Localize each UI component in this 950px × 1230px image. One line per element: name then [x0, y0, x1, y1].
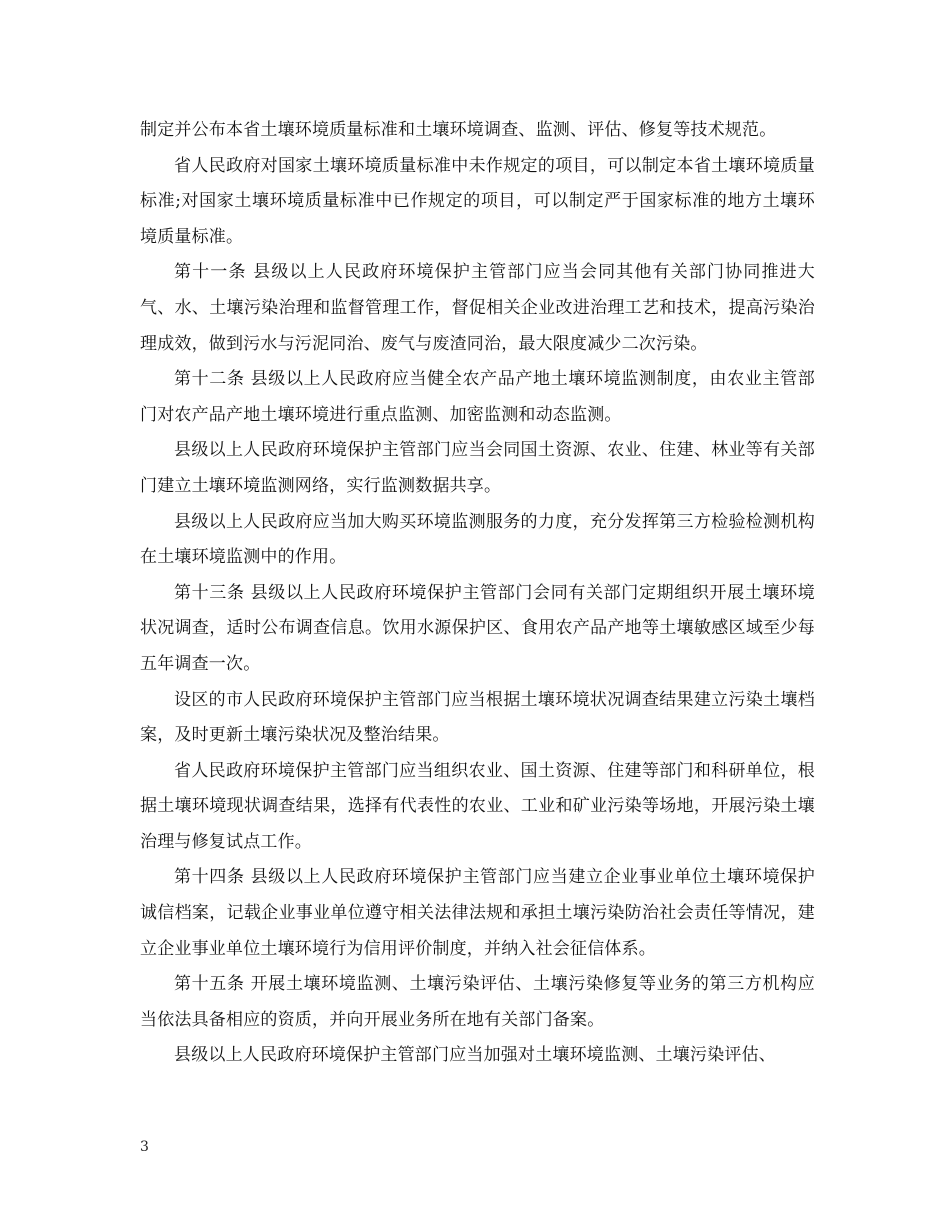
paragraph-6: 县级以上人民政府应当加大购买环境监测服务的力度，充分发挥第三方检验检测机构在土壤环境监测中的作用。: [140, 511, 815, 568]
document-body: [140, 113, 815, 1074]
page-number: 3: [140, 1139, 149, 1155]
paragraph-9: 省人民政府环境保护主管部门应当组织农业、国土资源、住建等部门和科研单位，根据土壤环境现状调查结果，选择有代表性的农业、工业和矿业污染等场地，开展污染土壤治理与修复试点工作。: [140, 760, 815, 852]
paragraph-article-11: 第十一条 县级以上人民政府环境保护主管部门应当会同其他有关部门协同推进大气、水、土壤污染治理和监督管理工作，督促相关企业改进治理工艺和技术，提高污染治理成效，做到污水与污泥同治、废气与废渣同治，最大限度减少二次污染。: [140, 262, 815, 354]
paragraph-12: 县级以上人民政府环境保护主管部门应当加强对土壤环境监测、土壤污染评估、: [174, 1045, 776, 1066]
paragraph-article-14: 第十四条 县级以上人民政府环境保护主管部门应当建立企业事业单位土壤环境保护诚信档案，记载企业事业单位遵守相关法律法规和承担土壤污染防治社会责任等情况，建立企业事业单位土壤环境行为信用评价制度，并纳入社会征信体系。: [140, 867, 815, 959]
paragraph-1: 制定并公布本省土壤环境质量标准和土壤环境调查、监测、评估、修复等技术规范。: [140, 120, 777, 140]
paragraph-article-12: 第十二条 县级以上人民政府应当健全农产品产地土壤环境监测制度，由农业主管部门对农产品产地土壤环境进行重点监测、加密监测和动态监测。: [140, 369, 815, 425]
paragraph-5: 县级以上人民政府环境保护主管部门应当会同国土资源、农业、住建、林业等有关部门建立土壤环境监测网络，实行监测数据共享。: [140, 440, 815, 496]
paragraph-8: 设区的市人民政府环境保护主管部门应当根据土壤环境状况调查结果建立污染土壤档案，及时更新土壤污染状况及整治结果。: [140, 689, 815, 746]
paragraph-article-13: 第十三条 县级以上人民政府环境保护主管部门会同有关部门定期组织开展土壤环境状况调查，适时公布调查信息。饮用水源保护区、食用农产品产地等土壤敏感区域至少每五年调查一次。: [140, 582, 815, 674]
paragraph-2: 省人民政府对国家土壤环境质量标准中未作规定的项目，可以制定本省土壤环境质量标准;对国家土壤环境质量标准中已作规定的项目，可以制定严于国家标准的地方土壤环境质量标准。: [140, 155, 815, 247]
paragraph-article-15: 第十五条 开展土壤环境监测、土壤污染评估、土壤污染修复等业务的第三方机构应当依法具备相应的资质，并向开展业务所在地有关部门备案。: [140, 974, 815, 1030]
